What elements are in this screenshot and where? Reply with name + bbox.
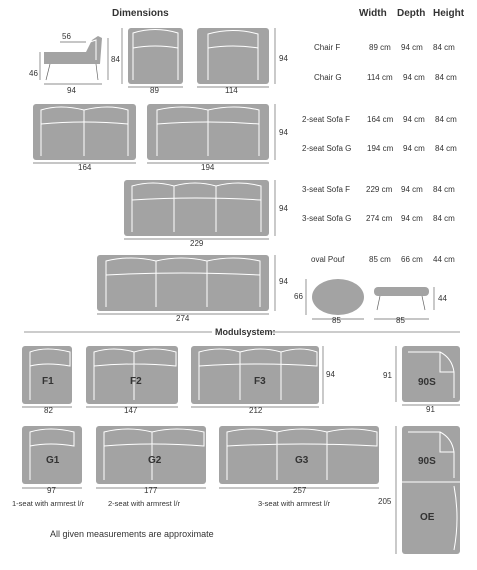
footnote: All given measurements are approximate — [50, 529, 214, 539]
row-width: 85 cm — [369, 255, 391, 264]
sofa2-depth-dim: 94 — [279, 128, 288, 137]
row-name: 3-seat Sofa F — [302, 185, 351, 194]
dimensions-title: Dimensions — [112, 8, 169, 19]
row-width: 274 cm — [366, 214, 393, 223]
row-height: 84 cm — [433, 185, 455, 194]
g-caption-2: 2-seat with armrest l/r — [108, 499, 181, 508]
row-name: 2-seat Sofa F — [302, 115, 351, 124]
row-width: 89 cm — [369, 43, 391, 52]
pouf-width-dim: 85 — [332, 316, 341, 325]
sofa3-g-depth-dim: 94 — [279, 277, 288, 286]
seat-height-dim: 46 — [29, 69, 38, 78]
row-width: 114 cm — [367, 73, 393, 82]
row-depth: 66 cm — [401, 255, 423, 264]
module-f2-label: F2 — [130, 376, 142, 387]
sofa3-g-width-dim: 274 — [176, 314, 190, 323]
module-g1-label: G1 — [46, 455, 60, 466]
row-width: 194 cm — [367, 144, 394, 153]
g-caption-1: 1-seat with armrest l/r — [12, 499, 85, 508]
oval-pouf-views — [306, 279, 434, 319]
modulsystem-heading: Modulsystem: — [215, 327, 276, 337]
pouf-depth-dim: 66 — [294, 292, 303, 301]
column-width-header: Width — [359, 8, 387, 19]
seat-depth-dim: 56 — [62, 32, 71, 41]
module-g3-width: 257 — [293, 486, 307, 495]
chair-g-top-view — [197, 28, 275, 87]
module-g2-label: G2 — [148, 455, 162, 466]
row-height: 84 cm — [435, 144, 457, 153]
row-name: oval Pouf — [311, 255, 345, 264]
sofa-3-f-top-view — [124, 180, 275, 239]
module-90s-depth: 91 — [383, 371, 392, 380]
pouf-side-width-dim: 85 — [396, 316, 405, 325]
module-g1-width: 97 — [47, 486, 56, 495]
sofa-3-g-top-view — [97, 255, 275, 314]
chair-f-width-dim: 89 — [150, 86, 159, 95]
column-depth-header: Depth — [397, 8, 426, 19]
module-f2-width: 147 — [124, 406, 138, 415]
row-name: Chair F — [314, 43, 341, 52]
module-oe-label: OE — [420, 512, 435, 523]
module-90s-width: 91 — [426, 405, 435, 414]
g-caption-3: 3-seat with armrest l/r — [258, 499, 331, 508]
pouf-height-dim: 44 — [438, 294, 447, 303]
row-depth: 94 cm — [401, 214, 423, 223]
height-dim: 84 — [111, 55, 120, 64]
row-depth: 94 cm — [403, 144, 425, 153]
sofa3-f-width-dim: 229 — [190, 239, 204, 248]
row-depth: 94 cm — [403, 73, 425, 82]
module-f-depth: 94 — [326, 370, 335, 379]
module-f3-width: 212 — [249, 406, 263, 415]
chair-g-width-dim: 114 — [225, 86, 238, 95]
row-name: Chair G — [314, 73, 342, 82]
module-f1-width: 82 — [44, 406, 53, 415]
module-g2-width: 177 — [144, 486, 158, 495]
module-f3-label: F3 — [254, 376, 266, 387]
row-height: 44 cm — [433, 255, 455, 264]
row-depth: 94 cm — [401, 185, 423, 194]
chair-f-top-view — [122, 28, 183, 87]
module-f1-label: F1 — [42, 376, 54, 387]
row-width: 164 cm — [367, 115, 394, 124]
side-depth-dim: 94 — [67, 86, 76, 95]
row-name: 2-seat Sofa G — [302, 144, 352, 153]
sofa2-g-width-dim: 194 — [201, 163, 215, 172]
row-name: 3-seat Sofa G — [302, 214, 352, 223]
module-g90s-label: 90S — [418, 456, 436, 467]
row-height: 84 cm — [433, 214, 455, 223]
sofa-2-g-top-view — [147, 104, 275, 163]
chair-side-view — [40, 36, 108, 84]
row-height: 84 cm — [433, 43, 455, 52]
module-90s-label: 90S — [418, 377, 436, 388]
row-width: 229 cm — [366, 185, 393, 194]
sofa-2-f-top-view — [33, 104, 136, 163]
row-depth: 94 cm — [401, 43, 423, 52]
row-height: 84 cm — [435, 115, 457, 124]
module-g3-label: G3 — [295, 455, 309, 466]
sofa3-f-depth-dim: 94 — [279, 204, 288, 213]
row-height: 84 cm — [435, 73, 457, 82]
combo-height-dim: 205 — [378, 497, 392, 506]
chair-depth-dim: 94 — [279, 54, 288, 63]
module-90s-oe-combo — [396, 426, 460, 554]
column-height-header: Height — [433, 8, 465, 19]
module-90s-corner — [396, 346, 460, 405]
row-depth: 94 cm — [403, 115, 425, 124]
sofa2-f-width-dim: 164 — [78, 163, 92, 172]
